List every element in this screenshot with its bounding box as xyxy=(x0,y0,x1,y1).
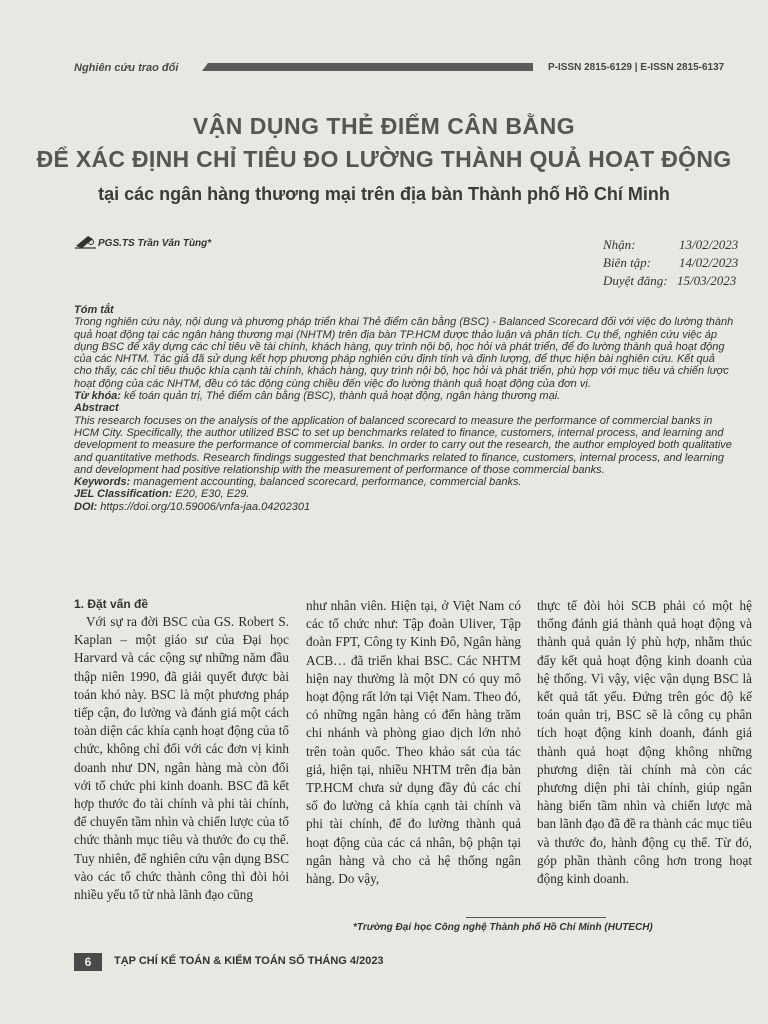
en-keywords: management accounting, balanced scorecard, performance, commercial banks. xyxy=(130,476,522,489)
jel-codes: E20, E30, E29. xyxy=(172,488,250,501)
section-heading: 1. Đặt vấn đề xyxy=(74,597,149,611)
received-label: Nhận: xyxy=(603,237,636,252)
en-abstract-text: This research focuses on the analysis of the application of balanced scorecard to measure the performance of commercial banks in HCM City. Specifically, the author utilized BSC to set up benchmarks related to finance, customers, internal process, and learning and development to measure the performance of commercial banks. In order to carry out the research, the author employed both qualitative and quantitative methods. Research findings suggested that benchmarks related to finance, customers, internal process, and learning and development had positive relationship with the measurement of performance of those commercial banks. xyxy=(74,414,732,476)
body-column-2 xyxy=(306,597,521,888)
vi-keywords-label: Từ khóa: xyxy=(74,390,121,403)
author: PGS.TS Trần Văn Tùng* xyxy=(98,238,212,249)
column-1-text: Với sự ra đời BSC của GS. Robert S. Kaplan – một giáo sư của Đại học Harvard và các cộng sự những năm đầu thập niên 1990, đã giải quyết được bài toán khó này. BSC là một phương pháp tiếp cận, đo lường và đánh giá một cách toàn diện các khía cạnh hoạt động của tổ chức, không chỉ đối với các đơn vị kinh doanh như DN, ngân hàng mà còn đối với tổ chức phi kinh doanh. BSC đã kết hợp thước đo tài chính và phi tài chính, để chuyển tầm nhìn và chiến lược của tổ chức thành mục tiêu và thước đo cụ thể. Tuy nhiên, để nghiên cứu vận dụng BSC vào các tổ chức thành công thì đòi hỏi nhiều yếu tố từ nhà lãnh đạo cũng xyxy=(74,614,289,903)
section-label: Nghiên cứu trao đổi xyxy=(74,62,179,74)
header-bar xyxy=(208,63,533,71)
edited-label: Biên tập: xyxy=(603,255,652,270)
approved-date: 15/03/2023 xyxy=(677,273,737,288)
dates-block xyxy=(603,236,738,290)
en-keywords-label: Keywords: xyxy=(74,476,131,489)
issn: P-ISSN 2815-6129 | E-ISSN 2815-6137 xyxy=(548,62,725,73)
abstract-block xyxy=(74,304,734,513)
title-line-2: ĐỂ XÁC ĐỊNH CHỈ TIÊU ĐO LƯỜNG THÀNH QUẢ HOẠT ĐỘNG xyxy=(36,146,732,172)
title-line-1: VẬN DỤNG THẺ ĐIỂM CÂN BẰNG xyxy=(192,113,576,139)
approved-label: Duyệt đăng: xyxy=(603,273,668,288)
footnote-rule xyxy=(466,917,606,918)
column-3-text: thực tế đòi hỏi SCB phải có một hệ thống đánh giá thành quả hoạt động và thành quả quản lý phù hợp, nhằm thúc đẩy kết quả hoạt động kinh doanh của hệ thống. Vì vậy, việc vận dụng BSC là kết quả tất yếu. Đứng trên góc độ kế toán quản trị, BSC sẽ là công cụ phân tích hoạt động kinh doanh, đánh giá thành quả hoạt động không những phương diện tài chính mà còn các phương diện phi tài chính, giúp ngân hàng biến tầm nhìn và chiến lược mà ban lãnh đạo đã đề ra thành các mục tiêu và thước đo, hành động cụ thể. Từ đó, góp phần thành công hơn trong hoạt động kinh doanh. xyxy=(537,598,752,887)
vi-keywords: kế toán quản trị, Thẻ điểm cân bằng (BSC), thành quả hoạt động, ngân hàng thương mại. xyxy=(120,390,561,403)
doi-label: DOI: xyxy=(74,500,98,513)
edited-date: 14/02/2023 xyxy=(679,255,739,270)
vi-abstract-text: Trong nghiên cứu này, nội dung và phương pháp triển khai Thẻ điểm cân bằng (BSC) - Balanced Scorecard đối với việc đo lường thành quả hoạt động tại các ngân hàng thương mại (NHTM) trên địa bàn TP.HCM được thảo luận và phân tích. Cụ thể, nghiên cứu việc áp dụng BSC để xây dựng các chỉ tiêu về tài chính, khách hàng, quy trình nội bộ, học hỏi và phát triển, để đo lường thành quả hoạt động của các NHTM. Tác giả đã sử dụng kết hợp phương pháp nghiên cứu định tính và định lượng, để thực hiện bài nghiên cứu. Kết quả cho thấy, các chỉ tiêu thuộc khía cạnh tài chính, khách hàng, quy trình nội bộ, học hỏi và phát triển, phù hợp với mục tiêu và chiến lược hoạt động của các NHTM, đều có tác động cùng chiều đến việc đo lường thành quả hoạt động của đơn vị. xyxy=(74,316,734,390)
page-number: 6 xyxy=(74,953,102,971)
en-abstract-heading: Abstract xyxy=(74,402,119,415)
pen-icon xyxy=(74,233,98,249)
body-column-1 xyxy=(74,597,289,904)
vi-abstract-heading: Tóm tắt xyxy=(74,304,114,316)
received-date: 13/02/2023 xyxy=(679,237,739,252)
footnote: *Trường Đại học Công nghệ Thành phố Hồ Chí Minh (HUTECH) xyxy=(353,922,653,933)
doi-link[interactable]: https://doi.org/10.59006/vnfa-jaa.04202301 xyxy=(97,500,311,513)
body-column-3 xyxy=(537,597,752,888)
jel-label: JEL Classification: xyxy=(74,488,173,501)
journal-name: TẠP CHÍ KẾ TOÁN & KIỂM TOÁN SỐ THÁNG 4/2023 xyxy=(114,955,384,967)
column-2-text: như nhân viên. Hiện tại, ở Việt Nam có các tổ chức như: Tập đoàn Uliver, Tập đoàn FPT, Công ty Kinh Đô, Ngân hàng ACB… đã triển khai BSC. Các NHTM hiện nay thường là một DN có quy mô hoạt động rất lớn tại Việt Nam. Theo đó, có những ngân hàng có đến hàng trăm chi nhánh và phòng giao dịch lớn nhỏ trên toàn quốc. Theo khảo sát của tác giả, hiện tại, nhiều NHTM trên địa bàn TP.HCM chưa sử dụng đầy đủ các chỉ số đo lường cả khía cạnh tài chính và phi tài chính, để đo lường thành quả hoạt động của các cá nhân, bộ phận tại ngân hàng và cho cả hệ thống ngân hàng. Do vậy, xyxy=(306,598,521,887)
title-line-3: tại các ngân hàng thương mại trên địa bàn Thành phố Hồ Chí Minh xyxy=(98,184,670,204)
